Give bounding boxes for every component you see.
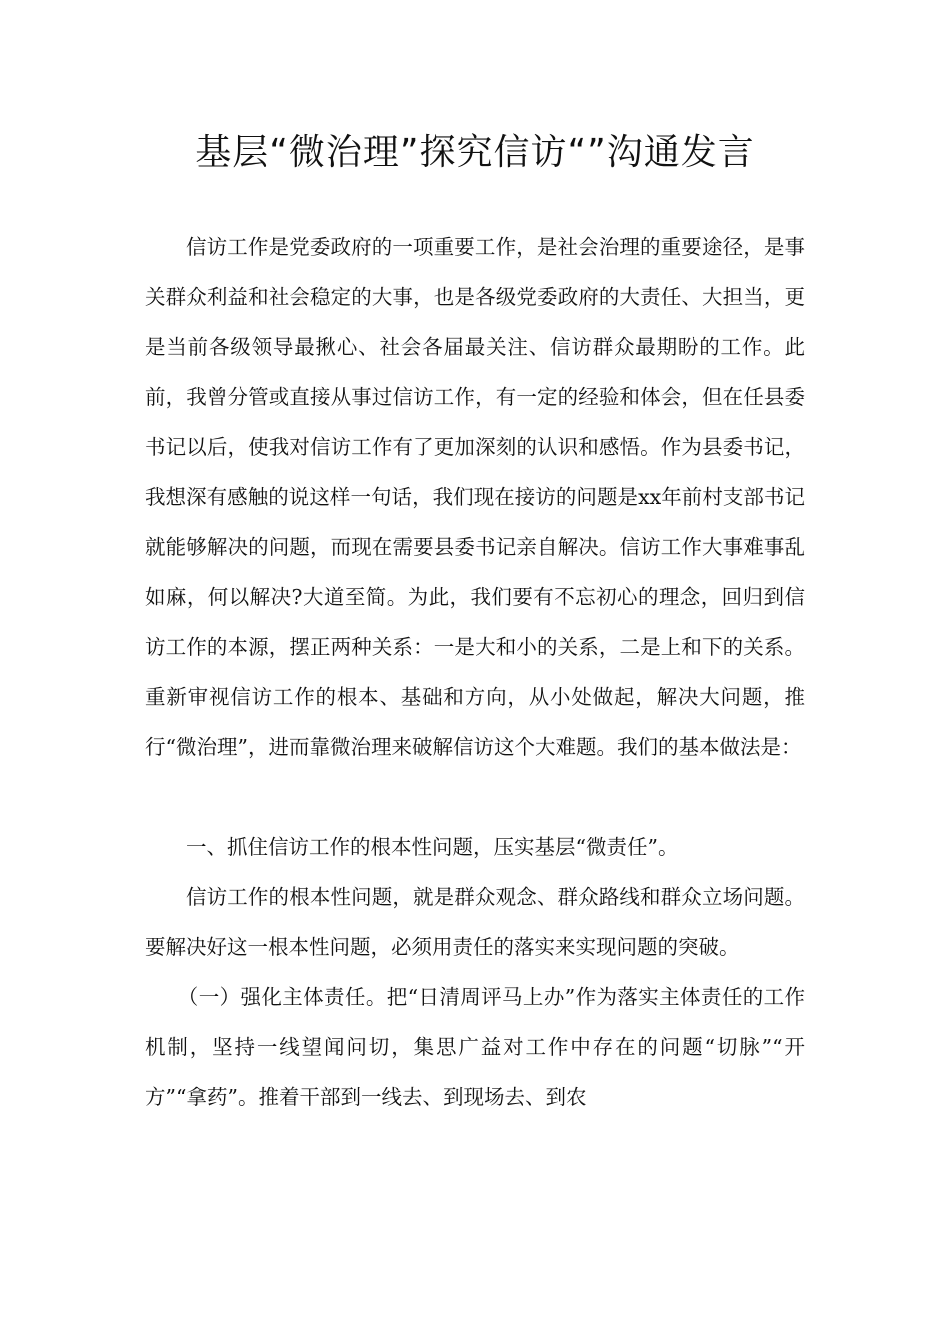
paragraph-section-1: 信访工作的根本性问题，就是群众观念、群众路线和群众立场问题。要解决好这一根本性问题，必须用责任的落实来实现问题的突破。 xyxy=(145,885,805,959)
paragraph-subsection-1: （一）强化主体责任。把“日清周评马上办”作为落实主体责任的工作机制，坚持一线望闻问切，集思广益对工作中存在的问题“切脉”“开方”“拿药”。推着干部到一线去、到现场去、到农 xyxy=(145,985,805,1109)
paragraph-intro: 信访工作是党委政府的一项重要工作，是社会治理的重要途径，是事关群众利益和社会稳定的大事，也是各级党委政府的大责任、大担当，更是当前各级领导最揪心、社会各届最关注、信访群众最期盼的工作。此前，我曾分管或直接从事过信访工作，有一定的经验和体会，但在任县委书记以后，使我对信访工作有了更加深刻的认识和感悟。作为县委书记，我想深有感触的说这样一句话，我们现在接访的问题是xx年前村支部书记就能够解决的问题，而现在需要县委书记亲自解决。信访工作大事难事乱如麻，何以解决?大道至简。为此，我们要有不忘初心的理念，回归到信访工作的本源，摆正两种关系：一是大和小的关系，二是上和下的关系。重新审视信访工作的根本、基础和方向，从小处做起，解决大问题，推行“微治理”，进而靠微治理来破解信访这个大难题。我们的基本做法是： xyxy=(145,235,805,759)
section-heading-1: 一、抓住信访工作的根本性问题，压实基层“微责任”。 xyxy=(186,835,679,859)
document-body xyxy=(145,222,805,1122)
document-title: 基层“微治理”探究信访“”沟通发言 xyxy=(195,132,755,173)
